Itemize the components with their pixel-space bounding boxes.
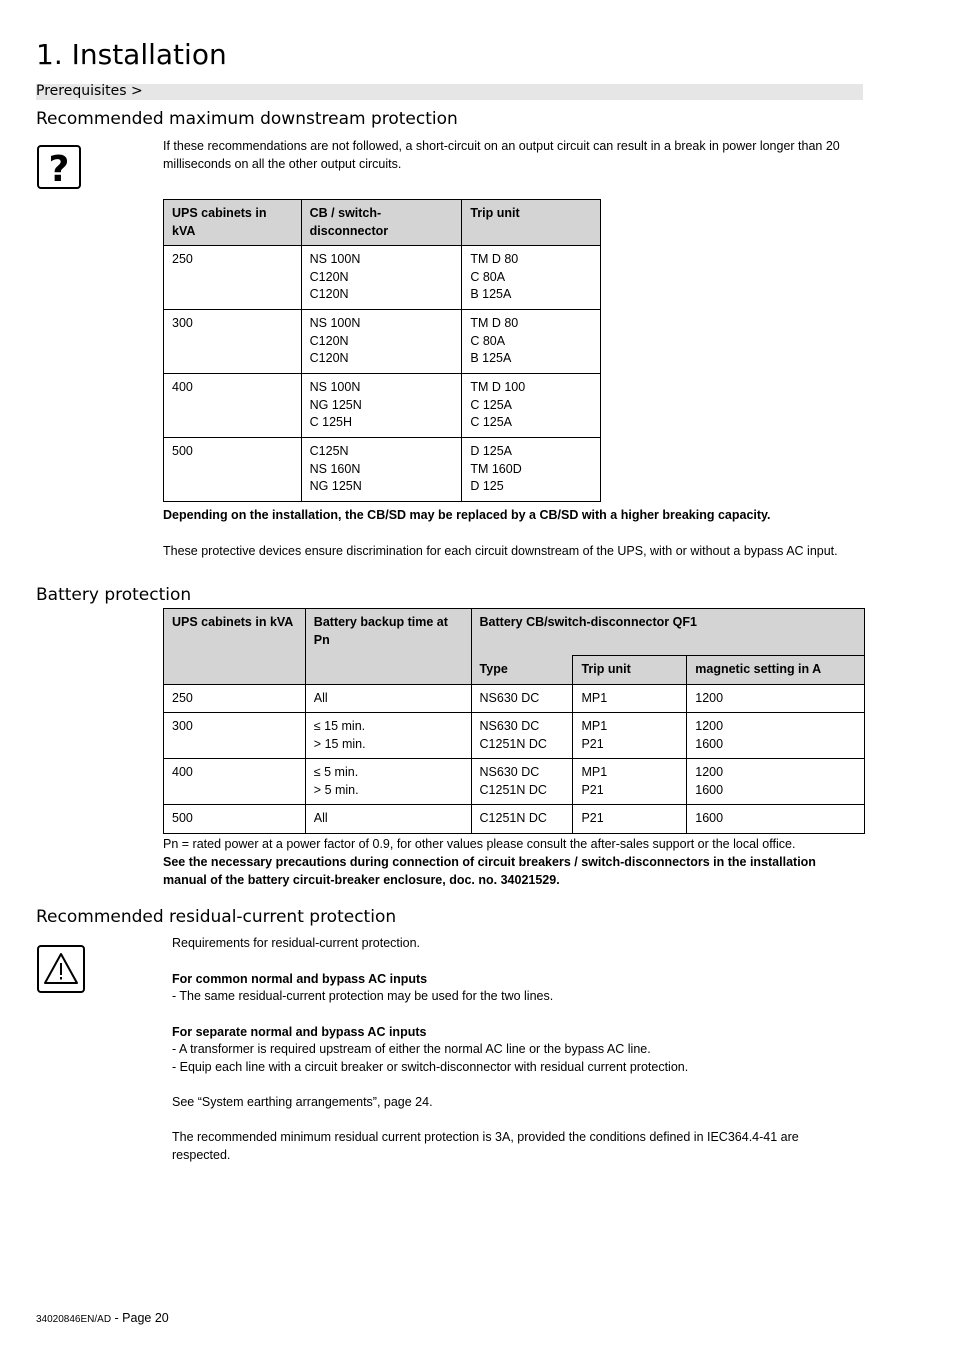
column-header: CB / switch-disconnector [301,200,462,246]
table-cell: NS630 DC C1251N DC [471,713,573,759]
table-cell: 1600 [687,805,865,834]
column-header: Battery backup time at Pn [305,609,471,685]
column-header: magnetic setting in A [687,656,865,685]
table-cell: MP1 P21 [573,759,687,805]
residual-sub1-title: For common normal and bypass AC inputs [172,972,428,986]
table-cell: MP1 [573,684,687,713]
table-cell: C1251N DC [471,805,573,834]
table-cell: C125N NS 160N NG 125N [301,438,462,502]
section-heading-downstream: Recommended maximum downstream protection [36,109,458,129]
downstream-note-bold: Depending on the installation, the CB/SD may be replaced by a CB/SD with a higher breaking capacity. [163,508,771,522]
table-cell: TM D 80 C 80A B 125A [462,310,601,374]
table-cell: 250 [164,246,302,310]
table-cell: 300 [164,310,302,374]
table-row [164,246,601,310]
table-cell: All [305,684,471,713]
page-number: - Page 20 [111,1311,169,1325]
downstream-intro: If these recommendations are not followed, a short-circuit on an output circuit can result in a break in power longer than 20 milliseconds on all the other output circuits. [163,139,840,171]
table-header-row [164,609,865,656]
table-cell: 400 [164,374,302,438]
table-row [164,713,865,759]
table-cell: All [305,805,471,834]
table-cell: P21 [573,805,687,834]
table-cell: 1200 1600 [687,713,865,759]
table-row [164,310,601,374]
table-cell: 400 [164,759,306,805]
column-header: Battery CB/switch-disconnector QF1 [471,609,864,656]
table-cell: 500 [164,438,302,502]
column-header: Trip unit [462,200,601,246]
table-row [164,759,865,805]
table-cell: ≤ 15 min. > 15 min. [305,713,471,759]
table-cell: NS 100N C120N C120N [301,310,462,374]
breadcrumb: Prerequisites > [36,84,863,100]
svg-text:?: ? [48,149,70,187]
table-cell: 500 [164,805,306,834]
column-header: Type [471,656,573,685]
downstream-protection-table [163,199,601,502]
residual-sub1-line: - The same residual-current protection may be used for the two lines. [172,989,554,1003]
column-header: UPS cabinets in kVA [164,609,306,685]
table-row [164,374,601,438]
column-header: UPS cabinets in kVA [164,200,302,246]
table-cell: 1200 1600 [687,759,865,805]
table-cell: 250 [164,684,306,713]
table-row [164,805,865,834]
table-cell: TM D 100 C 125A C 125A [462,374,601,438]
warning-icon [37,945,85,993]
table-cell: NS 100N C120N C120N [301,246,462,310]
section-heading-battery: Battery protection [36,585,192,605]
residual-final: The recommended minimum residual current protection is 3A, provided the conditions defined in IEC364.4-41 are respected. [172,1130,799,1162]
column-header: Trip unit [573,656,687,685]
page-footer [36,1311,169,1325]
page-title: 1. Installation [36,38,227,71]
table-row [164,438,601,502]
table-cell: TM D 80 C 80A B 125A [462,246,601,310]
question-icon [37,145,81,189]
table-row [164,684,865,713]
table-cell: NS 100N NG 125N C 125H [301,374,462,438]
residual-see-link: See “System earthing arrangements”, page 24. [172,1095,433,1109]
table-cell: MP1 P21 [573,713,687,759]
table-cell: 300 [164,713,306,759]
residual-sub2-line2: - Equip each line with a circuit breaker or switch-disconnector with residual current protection. [172,1060,689,1074]
battery-protection-table [163,608,865,834]
section-heading-residual: Recommended residual-current protection [36,907,397,927]
residual-sub2-line1: - A transformer is required upstream of either the normal AC line or the bypass AC line. [172,1042,651,1056]
table-cell: D 125A TM 160D D 125 [462,438,601,502]
table-cell: 1200 [687,684,865,713]
table-cell: ≤ 5 min. > 5 min. [305,759,471,805]
battery-note-bold: See the necessary precautions during connection of circuit breakers / switch-disconnectors in the installation manual of the battery circuit-breaker enclosure, doc. no. 34021529. [163,855,816,887]
battery-note: Pn = rated power at a power factor of 0.9, for other values please consult the after-sales support or the local office. [163,837,796,851]
doc-code: 34020846EN/AD [36,1314,112,1325]
residual-sub2-title: For separate normal and bypass AC inputs [172,1025,427,1039]
table-cell: NS630 DC C1251N DC [471,759,573,805]
residual-intro: Requirements for residual-current protection. [172,936,421,950]
table-header-row [164,200,601,246]
table-cell: NS630 DC [471,684,573,713]
downstream-note: These protective devices ensure discrimination for each circuit downstream of the UPS, with or without a bypass AC input. [163,544,838,558]
